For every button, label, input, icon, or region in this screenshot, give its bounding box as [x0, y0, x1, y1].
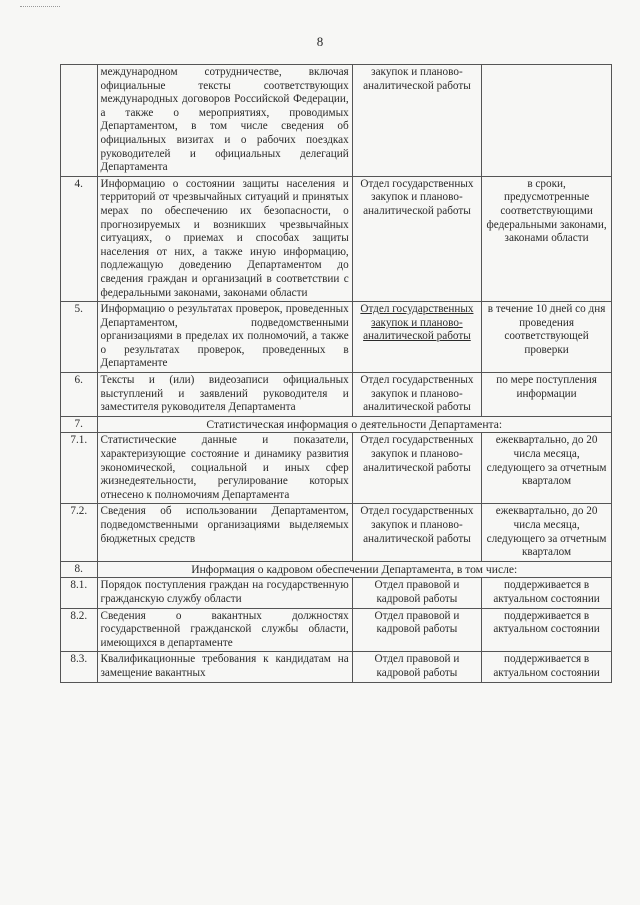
page-number: 8 [316, 34, 324, 49]
row-description: Сведения об использовании Департаментом, подведомственными организациями выделяемых бюджетных средств [97, 504, 352, 561]
row-description: международном сотрудничестве, включая официальные тексты соответствующих международных договоров Российской Федерации, а также о мероприятиях, проводимых Департаментом, в том числе сведения об официальных визитах и о рабочих поездках руководителей и официальных делегаций Департамента [97, 65, 352, 177]
row-deadline: в сроки, предусмотренные соответствующими федеральными законами, законами области [482, 176, 612, 301]
row-deadline: ежеквартально, до 20 числа месяца, следующего за отчетным кварталом [482, 504, 612, 561]
row-number: 5. [61, 302, 98, 373]
row-deadline: в течение 10 дней со дня проведения соответствующей проверки [482, 302, 612, 373]
section-row [61, 416, 612, 433]
row-number: 6. [61, 373, 98, 417]
row-responsible-department: Отдел правовой и кадровой работы [352, 652, 481, 682]
row-description: Статистические данные и показатели, характеризующие состояние и динамику развития экономической, социальной и иных сфер жизнедеятельности, регулирование которых отнесено к полномочиям Департамента [97, 433, 352, 504]
row-number: 4. [61, 176, 98, 301]
table-row [61, 302, 612, 373]
row-number: 8. [61, 561, 98, 578]
scan-artifact [20, 6, 60, 11]
row-responsible-department: Отдел государственных закупок и планово-аналитической работы [352, 433, 481, 504]
row-number [61, 65, 98, 177]
row-description: Информацию о результатах проверок, проведенных Департаментом, подведомственными организациями в пределах их полномочий, а также о результатах проверок, проведенных в Департаменте [97, 302, 352, 373]
row-number: 8.3. [61, 652, 98, 682]
row-number: 7. [61, 416, 98, 433]
row-responsible-department: Отдел государственных закупок и планово-аналитической работы [352, 302, 481, 373]
row-number: 7.2. [61, 504, 98, 561]
table-row [61, 578, 612, 608]
information-table [60, 64, 612, 683]
information-table-body [61, 65, 612, 683]
table-row [61, 608, 612, 652]
row-description: Информацию о состоянии защиты населения и территорий от чрезвычайных ситуаций и принятых мерах по обеспечению их безопасности, о прогнозируемых и возникших чрезвычайных ситуациях, о приемах и способах защиты населения от них, а также иную информацию, подлежащую доведению Департаментом до сведения граждан и организаций в соответствии с федеральными законами, законами области [97, 176, 352, 301]
table-row [61, 373, 612, 417]
row-number: 7.1. [61, 433, 98, 504]
row-number: 8.2. [61, 608, 98, 652]
row-deadline: поддерживается в актуальном состоянии [482, 608, 612, 652]
table-row [61, 176, 612, 301]
row-description: Сведения о вакантных должностях государственной гражданской службы области, имеющихся в департаменте [97, 608, 352, 652]
section-title: Статистическая информация о деятельности Департамента: [97, 416, 612, 433]
row-responsible-department: Отдел государственных закупок и планово-аналитической работы [352, 176, 481, 301]
row-number: 8.1. [61, 578, 98, 608]
row-description: Порядок поступления граждан на государственную гражданскую службу области [97, 578, 352, 608]
row-responsible-department: Отдел государственных закупок и планово-аналитической работы [352, 504, 481, 561]
row-deadline: по мере поступления информации [482, 373, 612, 417]
row-responsible-department: закупок и планово-аналитической работы [352, 65, 481, 177]
table-row [61, 504, 612, 561]
section-title: Информация о кадровом обеспечении Департамента, в том числе: [97, 561, 612, 578]
row-description: Квалификационные требования к кандидатам на замещение вакантных [97, 652, 352, 682]
row-deadline: поддерживается в актуальном состоянии [482, 652, 612, 682]
row-responsible-department: Отдел государственных закупок и планово-аналитической работы [352, 373, 481, 417]
row-deadline: поддерживается в актуальном состоянии [482, 578, 612, 608]
row-responsible-department: Отдел правовой и кадровой работы [352, 608, 481, 652]
table-row [61, 65, 612, 177]
row-deadline: ежеквартально, до 20 числа месяца, следующего за отчетным кварталом [482, 433, 612, 504]
row-responsible-department: Отдел правовой и кадровой работы [352, 578, 481, 608]
table-row [61, 433, 612, 504]
row-deadline [482, 65, 612, 177]
section-row [61, 561, 612, 578]
row-description: Тексты и (или) видеозаписи официальных выступлений и заявлений руководителя и заместителя руководителя Департамента [97, 373, 352, 417]
table-row [61, 652, 612, 682]
